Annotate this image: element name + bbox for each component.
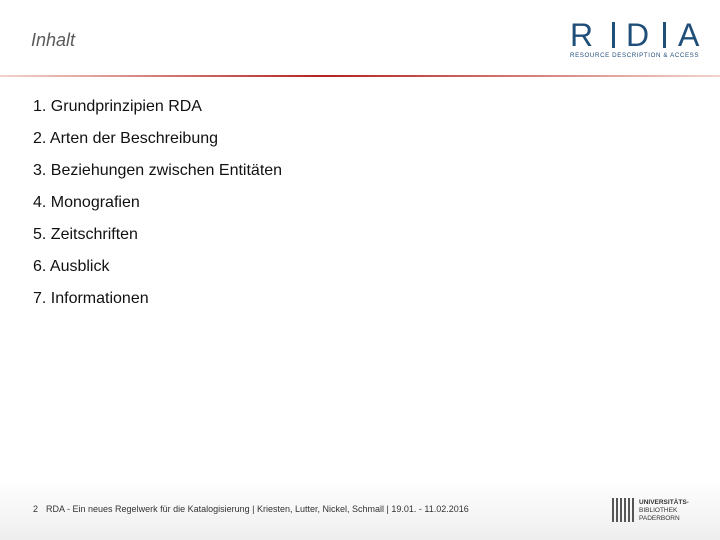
agenda-item: 5. Zeitschriften — [33, 226, 138, 243]
university-logo-line: UNIVERSITÄTS- — [639, 499, 689, 506]
agenda-item: 7. Informationen — [33, 290, 149, 307]
rda-logo — [568, 16, 710, 60]
university-logo-line: BIBLIOTHEK — [639, 507, 678, 514]
slide-title: Inhalt — [31, 30, 76, 50]
page-number: 2 — [33, 504, 39, 514]
agenda-item: 1. Grundprinzipien RDA — [33, 98, 202, 115]
rda-logo-letter-r: R — [570, 17, 594, 53]
footer — [33, 504, 469, 514]
university-library-logo — [612, 495, 692, 525]
rda-logo-separator — [612, 22, 615, 48]
agenda-item: 4. Monografien — [33, 194, 140, 211]
rda-logo-letter-a: A — [678, 17, 700, 53]
footer-text: RDA - Ein neues Regelwerk für die Katalogisierung | Kriesten, Lutter, Nickel, Schmall | 19.01. - 11.02.2016 — [46, 504, 469, 514]
agenda-item: 3. Beziehungen zwischen Entitäten — [33, 162, 283, 179]
rda-logo-separator — [663, 22, 666, 48]
rda-logo-letter-d: D — [626, 17, 650, 53]
barcode-icon — [612, 498, 634, 522]
university-logo-line: PADERBORN — [639, 515, 680, 522]
agenda-list — [33, 97, 282, 321]
rda-logo-tagline: RESOURCE DESCRIPTION & ACCESS — [570, 52, 700, 59]
agenda-item: 6. Ausblick — [33, 258, 110, 275]
agenda-item: 2. Arten der Beschreibung — [33, 130, 219, 147]
header-divider — [0, 75, 720, 77]
